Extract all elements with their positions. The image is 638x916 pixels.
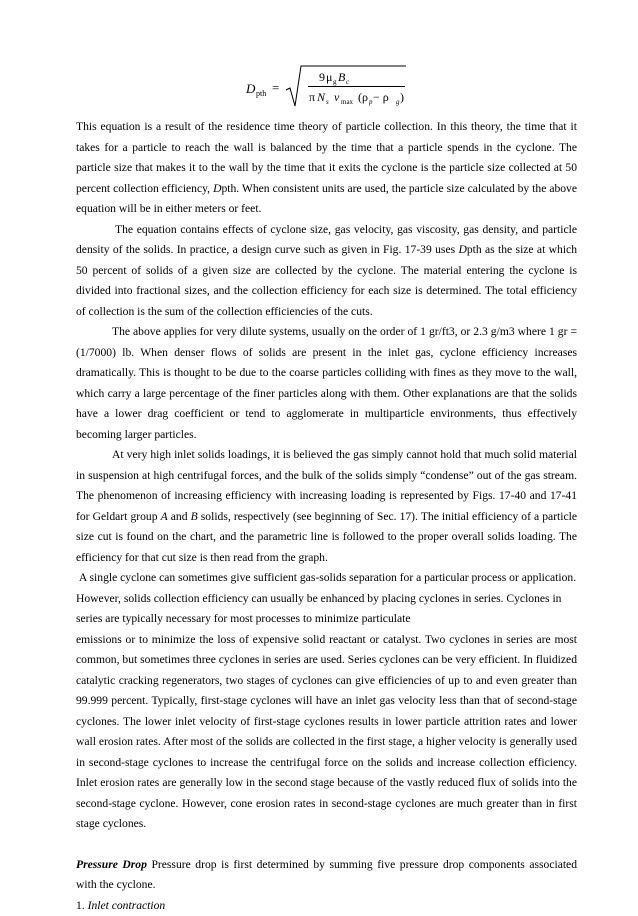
eq-den-n-sub: s <box>326 98 329 106</box>
list-item-inlet-contraction <box>76 896 577 916</box>
eq-den-minus: − ρ <box>373 90 389 104</box>
eq-den-pi: π <box>309 90 315 104</box>
paragraph-gap <box>76 835 577 855</box>
pressure-drop-text: Pressure drop is first determined by summing five pressure drop components associated with the cyclone. <box>76 858 577 892</box>
eq-den-rho-g-sub: g <box>396 98 400 106</box>
paragraph-design-curve <box>76 220 577 323</box>
p4-text-mid: and <box>168 510 191 523</box>
p5-text-a: A single cyclone can sometimes give sufficient gas-solids separation for a particular process or application. However, solids collection efficiency can usually be enhanced by placing cyclones in series. Cyclones in series are typically necessary for most processes to minimize particulate <box>76 571 576 625</box>
p1-text-b: pth. When consistent units are used, the particle size calculated by the above equation will be in either meters or feet. <box>76 182 577 216</box>
paragraph-series-cyclones-b: emissions or to minimize the loss of expensive solid reactant or catalyst. Two cyclones in series are most common, but sometimes three cyclones in series are used. Series cyclones can be very efficient. In fluidized catalytic cracking regenerators, two stages of cyclones can give efficiencies of up to and even greater than 99.999 percent. Typically, first-stage cyclones will have an inlet gas velocity less than that of second-stage cyclones. The lower inlet velocity of first-stage cyclones results in lower particle attrition rates and lower wall erosion rates. After most of the solids are collected in the first stage, a higher velocity is generally used in second-stage cyclones to increase the centrifugal force on the solids and increase collection efficiency. Inlet erosion rates are generally low in the second stage because of the vastly reduced flux of solids into the second-stage cyclone. However, cone erosion rates in second-stage cyclones are much greater than in first stage cyclones. <box>76 630 577 835</box>
list-item-number: 1. <box>76 899 88 912</box>
eq-equals: = <box>272 80 279 95</box>
paragraph-high-loadings <box>76 445 577 568</box>
p4-text-a: At very high inlet solids loadings, it is believed the gas simply cannot hold that much solid material in suspension at high centrifugal forces, and the bulk of the solids simply “condense” out of the gas stream. The phenomenon of increasing efficiency with increasing loading is represented by Figs. 17-40 and 17-41 for Geldart group <box>76 448 577 523</box>
paragraph-dilute-systems: The above applies for very dilute systems, usually on the order of 1 gr/ft3, or 2.3 g/m3 where 1 gr = (1/7000) lb. When denser flows of solids are present in the inlet gas, cyclone efficiency increases dramatically. This is thought to be due to the coarse particles colliding with fines as they move to the wall, which carry a large percentage of the finer particles along with them. Other explanations are that the solids have a lower drag coefficient or tend to agglomerate in multiparticle environments, thus effectively becoming larger particles. <box>76 322 577 445</box>
eq-den-rho-p-sub: p <box>368 98 373 106</box>
p4-text-b: solids, respectively (see beginning of Sec. 17). The initial efficiency of a particle size cut is found on the chart, and the parametric line is followed to the proper overall solids loading. The efficiency for that cut size is then read from the graph. <box>76 510 577 564</box>
eq-num-mu: μ <box>326 70 332 84</box>
body-text <box>76 117 577 916</box>
eq-den-paren: (ρ <box>358 90 368 104</box>
paragraph-series-cyclones-a <box>76 568 577 630</box>
p2-text-b: pth as the size at which 50 percent of solids of a given size are collected by the cyclone. The material entering the cyclone is divided into fractional sizes, and the collection efficiency for each size is determined. The total efficiency of collection is the sum of the collection efficiencies of the cuts. <box>76 243 577 318</box>
eq-den-n: N <box>316 90 326 104</box>
eq-num-mu-sub: g <box>333 78 337 86</box>
pressure-drop-heading: Pressure Drop <box>76 858 147 871</box>
eq-num-b-sub: c <box>346 78 350 86</box>
eq-den-v: v <box>334 90 340 104</box>
p4-geldart-b: B <box>191 510 198 523</box>
p2-d-symbol: D <box>458 243 466 256</box>
eq-den-close: ) <box>400 90 404 104</box>
eq-num-nine: 9 <box>319 70 325 84</box>
p1-d-symbol: D <box>213 182 221 195</box>
eq-lhs-symbol: D <box>245 81 256 96</box>
p4-geldart-a: A <box>161 510 168 523</box>
eq-den-v-sub: max <box>341 98 354 106</box>
eq-num-b: B <box>338 70 346 84</box>
eq-lhs-subscript: pth <box>256 89 266 98</box>
list-item-label: Inlet contraction <box>88 899 166 912</box>
p1-text-a: This equation is a result of the residence time theory of particle collection. In this theory, the time that it takes for a particle to reach the wall is balanced by the time that a particle spends in the cyclone. The particle size that makes it to the wall by the time that it exits the cyclone is the particle size collected at 50 percent collection efficiency, <box>76 120 577 195</box>
p2-text-a: The equation contains effects of cyclone size, gas velocity, gas viscosity, gas density, and particle density of the solids. In practice, a design curve such as given in Fig. 17-39 uses <box>76 223 577 257</box>
cut-size-equation <box>0 60 638 110</box>
paragraph-pressure-drop <box>76 855 577 896</box>
equation-graphic <box>238 60 418 110</box>
paragraph-residence-time <box>76 117 577 220</box>
